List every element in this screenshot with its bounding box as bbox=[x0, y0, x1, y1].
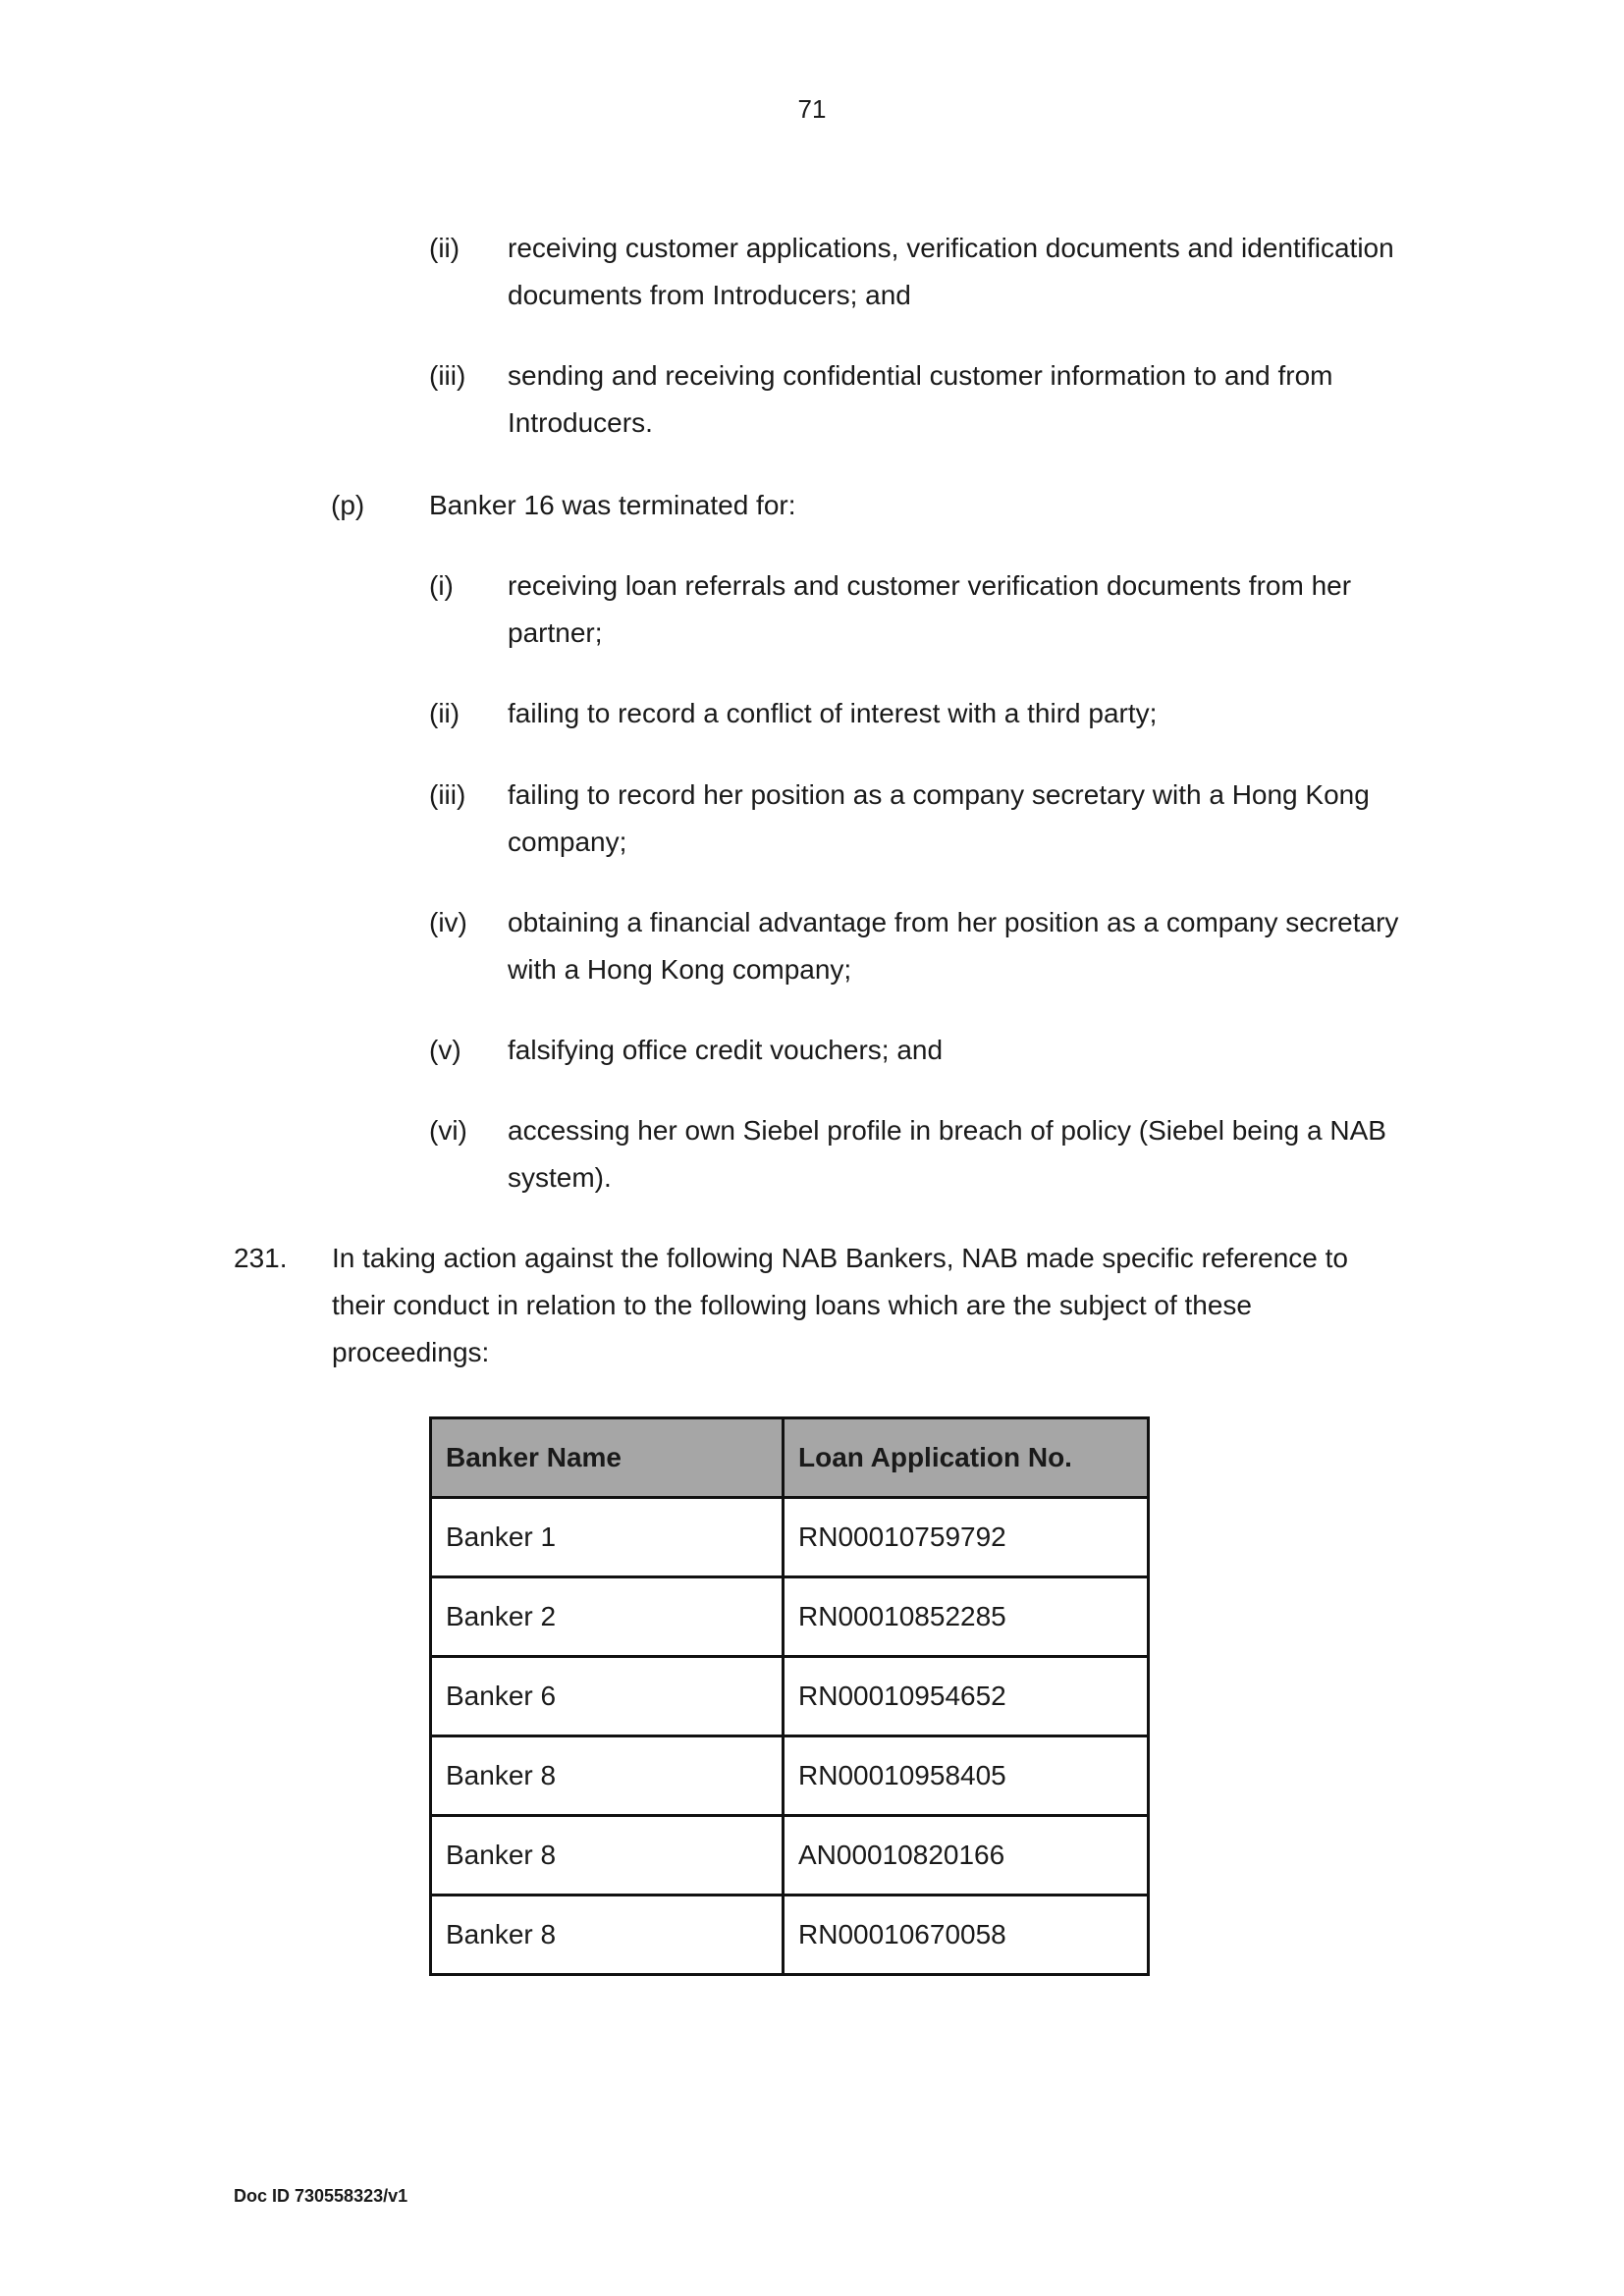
banker-name-cell: Banker 8 bbox=[431, 1896, 784, 1975]
list-item-label: (iii) bbox=[429, 779, 466, 810]
list-item-label: (ii) bbox=[429, 698, 460, 728]
table-row bbox=[431, 1896, 1149, 1975]
banker-name-cell: Banker 2 bbox=[431, 1577, 784, 1657]
table-row bbox=[431, 1498, 1149, 1577]
loan-number-cell: RN00010954652 bbox=[784, 1657, 1149, 1736]
list-item-text: partner; bbox=[508, 617, 603, 648]
paragraph-number: 231. bbox=[234, 1243, 288, 1273]
table-row bbox=[431, 1577, 1149, 1657]
loan-number-cell: RN00010958405 bbox=[784, 1736, 1149, 1816]
loan-number-cell: AN00010820166 bbox=[784, 1816, 1149, 1896]
banker-name-cell: Banker 8 bbox=[431, 1816, 784, 1896]
list-item-text: with a Hong Kong company; bbox=[508, 954, 852, 985]
list-item-label: (i) bbox=[429, 570, 454, 601]
list-item-text: documents from Introducers; and bbox=[508, 280, 911, 310]
paragraph-text: their conduct in relation to the following loans which are the subject of these bbox=[332, 1290, 1253, 1320]
paragraph-text: proceedings: bbox=[332, 1337, 490, 1367]
loan-number-cell: RN00010852285 bbox=[784, 1577, 1149, 1657]
list-item-text: receiving customer applications, verification documents and identification bbox=[508, 233, 1394, 263]
loan-table bbox=[429, 1416, 1150, 1976]
table-row bbox=[431, 1657, 1149, 1736]
list-item-text: system). bbox=[508, 1162, 612, 1193]
banker-name-cell: Banker 1 bbox=[431, 1498, 784, 1577]
table-header-row bbox=[431, 1418, 1149, 1498]
paragraph-text: In taking action against the following NAB Bankers, NAB made specific reference to bbox=[332, 1243, 1348, 1273]
list-item-text: failing to record a conflict of interest with a third party; bbox=[508, 698, 1158, 728]
table-row bbox=[431, 1816, 1149, 1896]
list-item-text: obtaining a financial advantage from her position as a company secretary bbox=[508, 907, 1399, 937]
table-row bbox=[431, 1736, 1149, 1816]
banker-name-cell: Banker 6 bbox=[431, 1657, 784, 1736]
column-header-loan-application-no: Loan Application No. bbox=[784, 1418, 1149, 1498]
loan-number-cell: RN00010759792 bbox=[784, 1498, 1149, 1577]
list-item-label: (p) bbox=[331, 490, 365, 520]
list-item-text: Banker 16 was terminated for: bbox=[429, 490, 796, 520]
list-item-label: (vi) bbox=[429, 1115, 467, 1146]
column-header-banker-name: Banker Name bbox=[431, 1418, 784, 1498]
list-item-text: falsifying office credit vouchers; and bbox=[508, 1035, 944, 1065]
list-item-label: (v) bbox=[429, 1035, 461, 1065]
list-item-text: sending and receiving confidential customer information to and from bbox=[508, 360, 1333, 391]
list-item-label: (iv) bbox=[429, 907, 467, 937]
list-item-label: (ii) bbox=[429, 233, 460, 263]
loan-number-cell: RN00010670058 bbox=[784, 1896, 1149, 1975]
list-item-text: accessing her own Siebel profile in breach of policy (Siebel being a NAB bbox=[508, 1115, 1386, 1146]
list-item-text: company; bbox=[508, 827, 627, 857]
banker-name-cell: Banker 8 bbox=[431, 1736, 784, 1816]
doc-id-footer: Doc ID 730558323/v1 bbox=[234, 2186, 408, 2206]
list-item-text: failing to record her position as a company secretary with a Hong Kong bbox=[508, 779, 1370, 810]
list-item-text: receiving loan referrals and customer verification documents from her bbox=[508, 570, 1352, 601]
page-number: 71 bbox=[797, 94, 827, 124]
list-item-text: Introducers. bbox=[508, 407, 653, 438]
list-item-label: (iii) bbox=[429, 360, 466, 391]
